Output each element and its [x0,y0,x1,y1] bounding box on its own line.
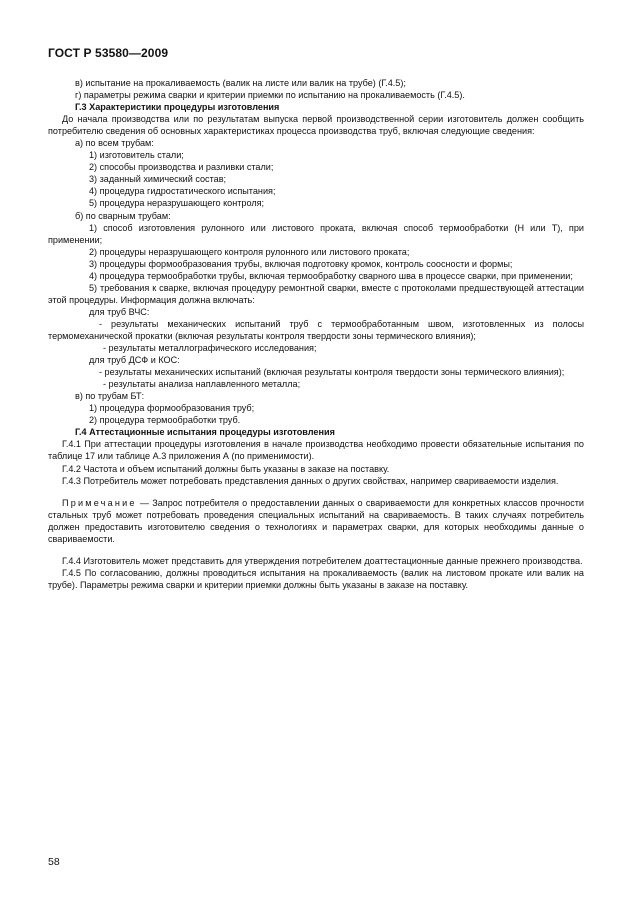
list-item: - результаты механических испытаний труб с термообработанным швом, изготовленных из полосы термомеханической прокатки (включая результаты контроля твердости зоны термического влияния); [48,318,584,341]
paragraph: До начала производства или по результатам выпуска первой производственной серии изготовитель должен сообщить потребителю сведения об основных характеристиках процесса производства труб, включая следующие сведения: [48,114,584,137]
note-label: Примечание [62,497,137,508]
list-item: - результаты механических испытаний (включая результаты контроля твердости зоны термического влияния); [99,367,565,378]
list-item: 4) процедура термообработки трубы, включая термообработку сварного шва в процессе сварки, при применении; [89,270,573,281]
note-text: — Запрос потребителя о предоставлении данных о свариваемости для конкретных классов прочности стальных труб может потребовать проведения специальных испытаний на свариваемость. В таких случаях потребитель должен предоставить изготовителю сведения о технологиях и параметрах сварки, для которых необходимы данные о свариваемости. [48,497,584,544]
paragraph: Г.4.1 При аттестации процедуры изготовления в начале производства необходимо провести обязательные испытания по таблице 17 или таблице А.3 приложения А (по применимости). [48,439,584,462]
list-item: - результаты анализа наплавленного металла; [103,379,301,390]
list-item: 2) способы производства и разливки стали; [89,162,274,173]
list-item: 5) процедура неразрушающего контроля; [89,198,265,209]
list-item: г) параметры режима сварки и критерии приемки по испытанию на прокаливаемость (Г.4.5). [75,90,465,101]
list-item: для труб ДСФ и КОС: [89,355,180,366]
list-item: - результаты металлографического исследования; [103,343,317,354]
list-item: 3) процедуры формообразования трубы, включая подготовку кромок, контроль соосности и формы; [89,258,513,269]
list-item: в) испытание на прокаливаемость (валик на листе или валик на трубе) (Г.4.5); [75,78,406,88]
section-heading-g3: Г.3 Характеристики процедуры изготовления [75,102,280,113]
list-item: 3) заданный химический состав; [89,174,227,185]
list-item: б) по сварным трубам: [75,210,171,221]
list-item: 1) способ изготовления рулонного или листового проката, включая способ термообработки (Н или Т), при применении; [48,222,584,245]
paragraph: Г.4.4 Изготовитель может представить для утверждения потребителем доаттестационные данные прежнего производства. [62,555,583,566]
list-item: 1) процедура формообразования труб; [89,403,255,414]
list-item: 5) требования к сварке, включая процедуру ремонтной сварки, вместе с протоколами предшествующей аттестации этой процедуры. Информация должна включать: [48,282,584,305]
document-body [48,77,584,591]
list-item: 1) изготовитель стали; [89,150,184,161]
paragraph: Г.4.2 Частота и объем испытаний должны быть указаны в заказе на поставку. [62,463,390,474]
document-header: ГОСТ Р 53580—2009 [48,46,169,60]
list-item: 2) процедура термообработки труб. [89,415,241,426]
page-number: 58 [48,856,60,868]
section-heading-g4: Г.4 Аттестационные испытания процедуры изготовления [75,427,335,438]
list-item: для труб ВЧС: [89,306,150,317]
paragraph: Г.4.5 По согласованию, должны проводиться испытания на прокаливаемость (валик на листовом прокате или валик на трубе). Параметры режима сварки и критерии приемки должны быть указаны в заказе на поставку. [48,567,584,590]
note-paragraph [48,497,584,545]
list-item: 2) процедуры неразрушающего контроля рулонного или листового проката; [89,246,410,257]
paragraph: Г.4.3 Потребитель может потребовать представления данных о других свойствах, например свариваемости изделия. [62,475,559,486]
list-item: в) по трубам БТ: [75,391,145,402]
list-item: а) по всем трубам: [75,138,154,149]
list-item: 4) процедура гидростатического испытания; [89,186,276,197]
